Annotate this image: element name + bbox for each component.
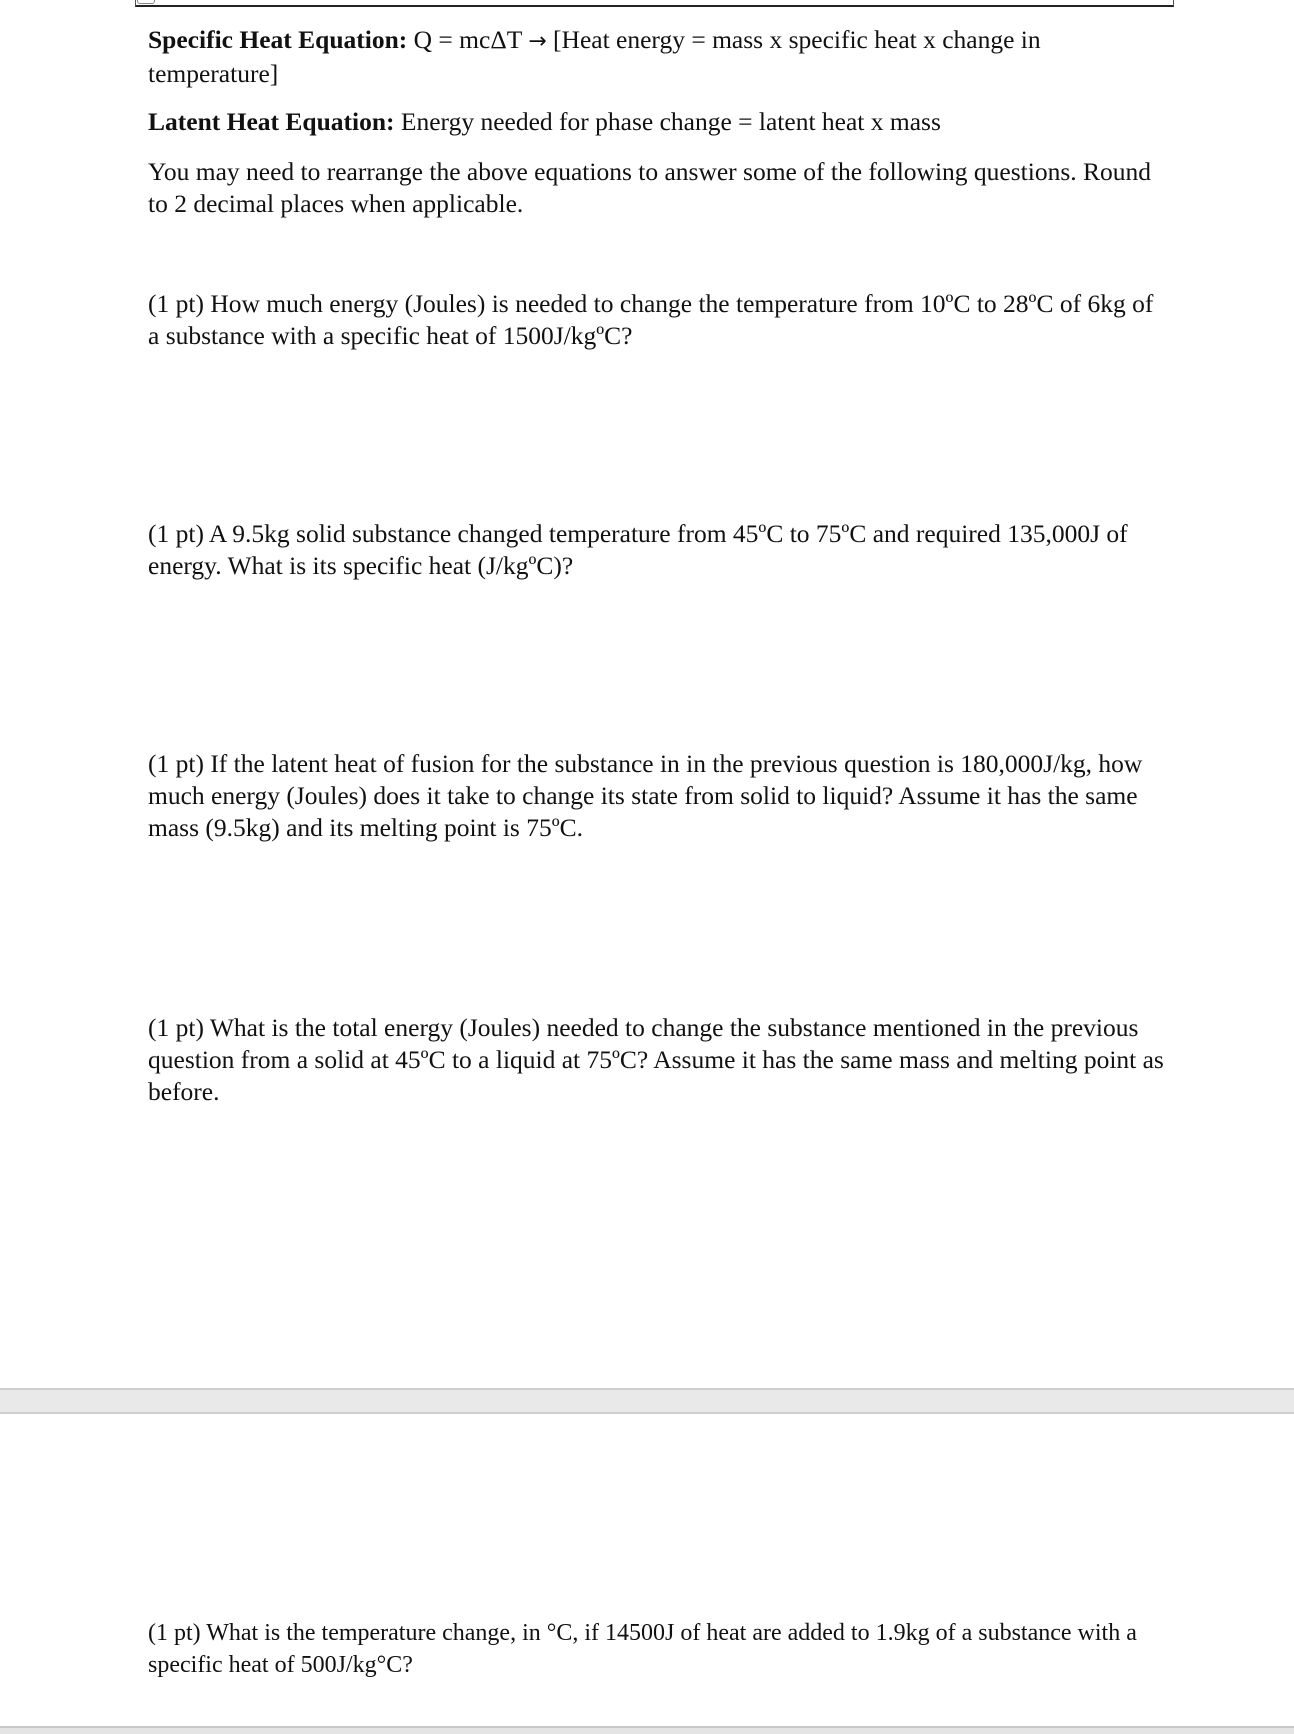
question-4: (1 pt) What is the total energy (Joules) needed to change the substance mentioned in the previous question from a solid at 45ºC to a liquid at 75ºC? Assume it has the same mass and melting point as before.	[148, 1013, 1164, 1106]
question-1: (1 pt) How much energy (Joules) is needed to change the temperature from 10ºC to 28ºC of 6kg of a substance with a specific heat of 1500J/kgºC?	[148, 289, 1154, 350]
latent-heat-description: Energy needed for phase change = latent heat x mass	[400, 107, 941, 136]
page-break-bottom	[0, 1726, 1294, 1734]
specific-heat-description: [Heat energy = mass x specific heat x change in temperature]	[148, 25, 1041, 88]
latent-heat-label: Latent Heat Equation:	[148, 107, 395, 136]
page-break	[0, 1388, 1294, 1414]
table-corner-handle[interactable]	[137, 0, 155, 4]
question-3: (1 pt) If the latent heat of fusion for the substance in in the previous question is 180,000J/kg, how much energy (Joules) does it take to change its state from solid to liquid? Assume it has the same mass (9.5kg) and its melting point is 75ºC.	[148, 749, 1143, 842]
specific-heat-equation	[148, 24, 1168, 90]
instructions: You may need to rearrange the above equations to answer some of the following questions. Round to 2 decimal places when applicable.	[148, 157, 1152, 218]
specific-heat-formula: Q = mcΔT	[413, 25, 522, 54]
latent-heat-equation	[148, 106, 1168, 138]
specific-heat-label: Specific Heat Equation:	[148, 25, 408, 54]
question-5: (1 pt) What is the temperature change, in °C, if 14500J of heat are added to 1.9kg of a substance with a specific heat of 500J/kg°C?	[148, 1620, 1137, 1678]
table-border-top	[135, 0, 1174, 7]
arrow-right-icon: →	[528, 29, 547, 54]
question-2: (1 pt) A 9.5kg solid substance changed temperature from 45ºC to 75ºC and required 135,000J of energy. What is its specific heat (J/kgºC)?	[148, 519, 1128, 580]
